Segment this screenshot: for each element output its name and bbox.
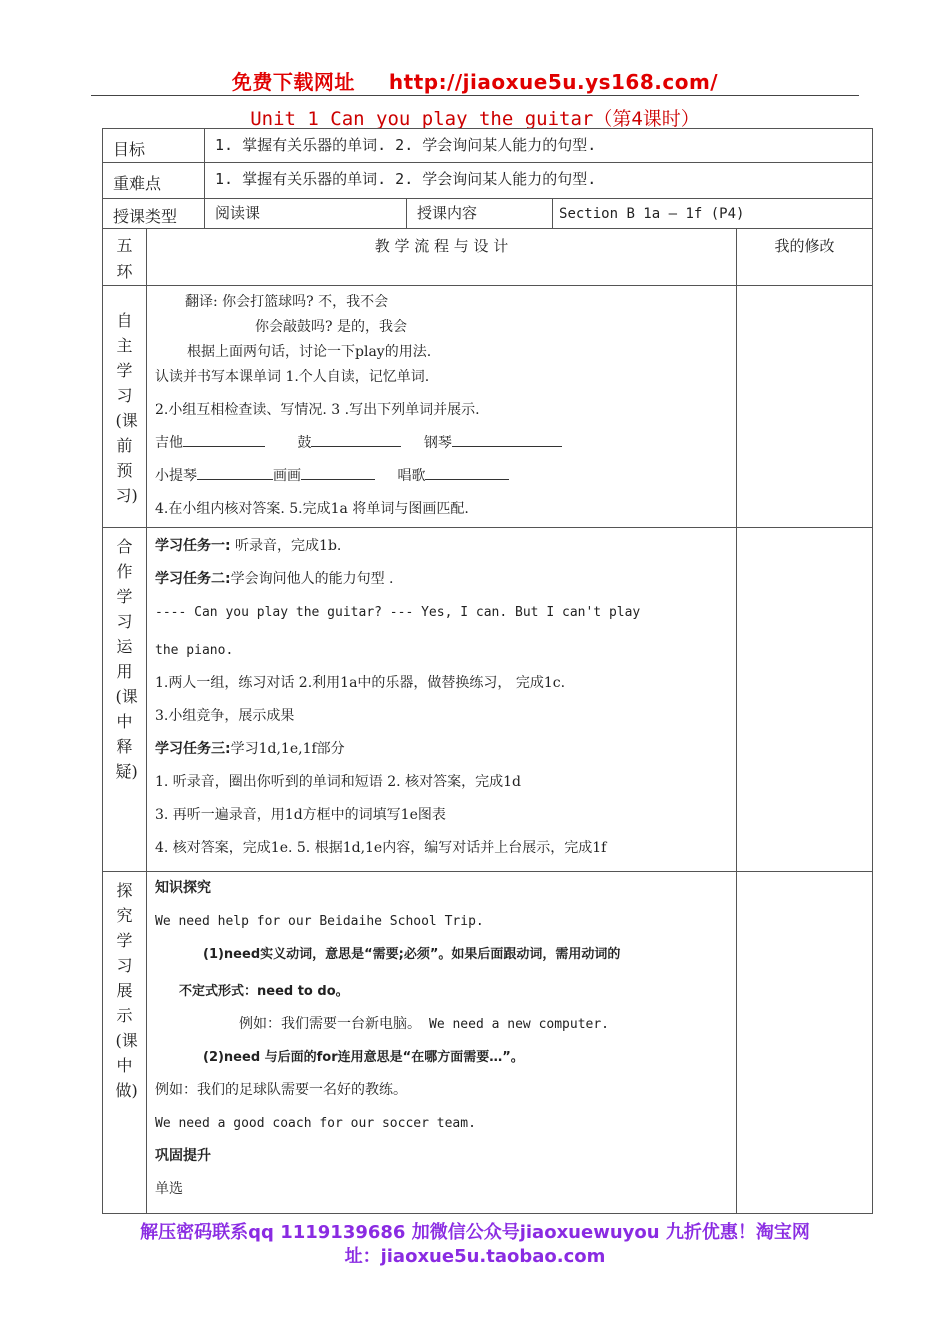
word-piano: 钢琴 (423, 435, 452, 451)
type-label: 授课类型 (113, 207, 178, 226)
row-goal (103, 129, 873, 163)
task2-line (155, 567, 736, 592)
listen-line: 1. 听录音，圈出你听到的单词和短语 2. 核对答案，完成1d (155, 774, 521, 790)
task1-line (155, 534, 736, 559)
blank-guitar[interactable] (183, 434, 265, 447)
site-url[interactable]: http://jiaoxue5u.ys168.com/ (388, 70, 719, 94)
lesson-table (102, 128, 873, 1214)
example1-line (155, 1012, 736, 1037)
goal-label: 目标 (113, 140, 146, 159)
blank-draw[interactable] (301, 467, 375, 480)
explore-content (147, 872, 736, 1202)
blank-sing[interactable] (425, 467, 509, 480)
row-explore (103, 872, 873, 1214)
key-content: 1. 掌握有关乐器的单词. 2. 学会询问某人能力的句型. (215, 170, 597, 188)
self-study-content (147, 286, 736, 522)
task3-text: 学习1d,1e,1f部分 (230, 741, 345, 757)
header-divider (91, 95, 859, 96)
row-cooperation (103, 528, 873, 872)
translate-line-2: 你会敲鼓吗? 是的，我会 (255, 319, 407, 335)
dialog-line-1: ---- Can you play the guitar? --- Yes, I can. But I can't play (155, 605, 641, 620)
word-violin: 小提琴 (155, 468, 197, 484)
explore-label: 探究学习展示(课中做) (115, 881, 138, 1100)
blank-violin[interactable] (197, 467, 273, 480)
task2-text: 学会询问他人的能力句型 . (230, 571, 394, 587)
final-check-line: 4. 核对答案，完成1e. 5. 根据1d,1e内容，编写对话并上台展示，完成1f (155, 840, 607, 856)
task2-title: 学习任务二: (155, 571, 231, 587)
five-steps-label: 五环 (116, 236, 133, 281)
knowledge-title: 知识探究 (155, 880, 211, 896)
need-point-1b: 不定式形式：need to do。 (179, 984, 349, 999)
blank-row-2 (155, 464, 736, 489)
content-value: Section B 1a — 1f (P4) (559, 206, 745, 222)
dialog-line-2: the piano. (155, 643, 234, 658)
play-usage-line: 根据上面两句话，讨论一下play的用法. (187, 344, 432, 360)
footer-line-1: 解压密码联系qq 1119139686 加微信公众号jiaoxuewuyou 九折优惠！淘宝网 (140, 1222, 810, 1243)
word-reading-line: 认读并书写本课单词 1.个人自读，记忆单词. (155, 369, 430, 385)
word-drum: 鼓 (297, 435, 312, 451)
key-label: 重难点 (113, 174, 162, 193)
example2-en: We need a good coach for our soccer team. (155, 1116, 476, 1131)
blank-drum[interactable] (311, 434, 401, 447)
example1-cn: 例如：我们需要一台新电脑。 (239, 1016, 421, 1032)
translate-line-1: 翻译: 你会打篮球吗? 不，我不会 (185, 294, 389, 310)
example2-cn: 例如：我们的足球队需要一名好的教练。 (155, 1082, 407, 1098)
content-label: 授课内容 (417, 204, 478, 222)
blank-row-1 (155, 431, 736, 456)
self-study-label: 自主学习(课前预习) (115, 311, 138, 505)
page-header (0, 66, 950, 95)
page-title: Unit 1 Can you play the guitar（第4课时） (250, 108, 700, 130)
word-guitar: 吉他 (155, 435, 183, 451)
relisten-line: 3. 再听一遍录音，用1d方框中的词填写1e图表 (155, 807, 446, 823)
task3-line (155, 737, 736, 762)
task1-text: 听录音，完成1b. (230, 538, 342, 554)
row-lesson-type (103, 199, 873, 229)
row-key-points (103, 163, 873, 199)
flow-title: 教 学 流 程 与 设 计 (374, 237, 509, 255)
row-self-study (103, 286, 873, 528)
site-label: 免费下载网址 (231, 70, 355, 94)
need-point-1a: (1)need实义动词，意思是“需要;必须”。如果后面跟动词，需用动词的 (203, 947, 621, 962)
example1-en: We need a new computer. (429, 1017, 610, 1032)
task3-title: 学习任务三: (155, 741, 231, 757)
cooperation-content (147, 528, 736, 861)
word-sing: 唱歌 (397, 468, 426, 484)
task1-title: 学习任务一: (155, 538, 231, 554)
group-check-line: 2.小组互相检查读、写情况. 3 .写出下列单词并展示. (155, 402, 480, 418)
footer-line-2[interactable]: 址：jiaoxue5u.taobao.com (344, 1246, 606, 1267)
group-compete-line: 3.小组竞争，展示成果 (155, 708, 295, 724)
check-answers-line: 4.在小组内核对答案. 5.完成1a 将单词与图画匹配. (155, 501, 469, 517)
word-draw: 画画 (273, 468, 301, 484)
consolidate-title: 巩固提升 (155, 1148, 211, 1164)
row-flow-header (103, 229, 873, 286)
type-value: 阅读课 (215, 204, 261, 222)
cooperation-label: 合作学习运用(课中释疑) (115, 537, 138, 781)
pair-practice-line: 1.两人一组，练习对话 2.利用1a中的乐器，做替换练习， 完成1c. (155, 675, 566, 691)
example-sentence: We need help for our Beidaihe School Trip. (155, 914, 484, 929)
single-choice-label: 单选 (155, 1181, 183, 1197)
blank-piano[interactable] (452, 434, 562, 447)
my-changes-label: 我的修改 (774, 237, 835, 255)
goal-content: 1. 掌握有关乐器的单词. 2. 学会询问某人能力的句型. (215, 136, 597, 154)
need-point-2: (2)need 与后面的for连用意思是“在哪方面需要…”。 (203, 1050, 524, 1065)
